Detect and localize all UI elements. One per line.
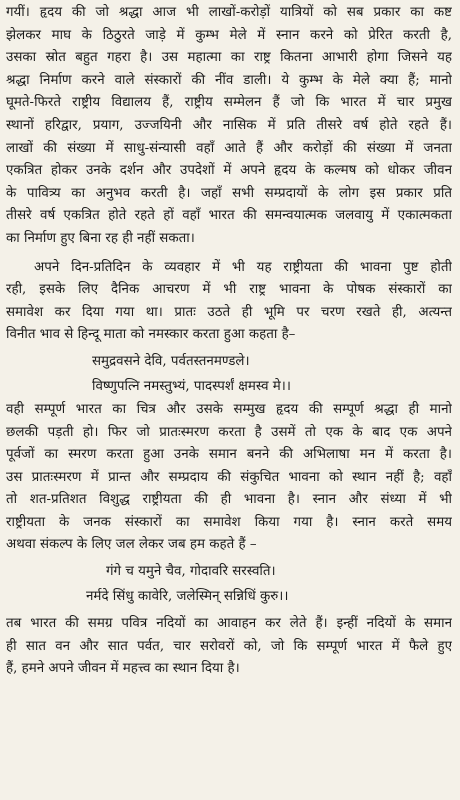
verse-1	[6, 347, 452, 399]
verse-line: विष्णुपत्नि नमस्तुभ्यं, पादस्पर्शं क्षमस्व मे।।	[92, 378, 291, 394]
text-line: पूर्वजों का स्मरण करता हुआ उनके समान बनने की अभिलाषा मन में करता है।	[6, 447, 452, 463]
verse-2	[6, 557, 452, 609]
text-line: छलकी पड़ती हो। फिर जो प्रातःस्मरण करता है उसमें तो एक के बाद एक अपने	[6, 424, 452, 440]
verse-line: समुद्रवसने देवि, पर्वतस्तनमण्डले।	[92, 353, 250, 369]
text-line: स्थानों हरिद्वार, प्रयाग, उज्जयिनी और नासिक में प्रति तीसरे वर्ष होते रहते हैं।	[6, 117, 452, 133]
text-line: श्रद्धा निर्माण करने वाले संस्कारों की नींव डाली। ये कुम्भ के मेले क्या हैं; मानो	[6, 72, 452, 88]
text-line: समावेश कर दिया गया था। प्रातः उठते ही भूमि पर चरण रखते ही, अत्यन्त	[6, 304, 452, 320]
text-line: तब भारत की समग्र पवित्र नदियों का आवाहन कर लेते हैं। इन्हीं नदियों के समान	[6, 616, 452, 632]
text-line: का निर्माण हुए बिना रह ही नहीं सकता।	[6, 230, 195, 246]
text-line: अपने दिन-प्रतिदिन के व्यवहार में भी यह राष्ट्रीयता की भावना पुष्ट होती	[34, 259, 452, 275]
verse-line: नर्मदे सिंधु कावेरि, जलेस्मिन् सन्निधिं कुरु।।	[86, 589, 289, 605]
text-line: वही सम्पूर्ण भारत का चित्र और उसके सम्मुख हृदय की सम्पूर्ण श्रद्धा ही मानो	[6, 401, 452, 417]
text-line: लाखों की संख्या में साधु-संन्यासी वहाँ आते हैं और करोड़ों की संख्या में जनता	[6, 140, 452, 156]
paragraph-2	[6, 257, 452, 347]
text-line: ही सात वन और सात पर्वत, चार सरोवरों को, जो कि सम्पूर्ण भारत में फैले हुए	[6, 638, 452, 654]
text-line: तो शत-प्रतिशत विशुद्ध राष्ट्रीयता की ही भावना है। स्नान और संध्या में भी	[6, 492, 452, 508]
text-line: उसका स्रोत बहुत गहरा है। उस महात्मा का राष्ट्र कितना आभारी होगा जिसने यह	[6, 50, 452, 66]
text-line: अथवा संकल्प के लिए जल लेकर जब हम कहते हैं –	[6, 537, 257, 553]
paragraph-3	[6, 399, 452, 557]
text-line: तीसरे वर्ष एकत्रित होते रहते हों वहाँ भारत की समन्वयात्मक जलवायु में एकात्मकता	[6, 208, 452, 224]
text-line: गयीं। हृदय की जो श्रद्धा आज भी लाखों-करोड़ों यात्रियों को सब प्रकार का कष्ट	[6, 5, 452, 20]
text-line: रही, इसके लिए दैनिक आचरण में भी राष्ट्र भावना के पोषक संस्कारों का	[6, 282, 452, 298]
paragraph-4	[6, 609, 452, 681]
text-line: घूमते-फिरते राष्ट्रीय विद्यालय हैं, राष्ट्रीय सम्मेलन हैं जो कि भारत में चार प्रमुख	[6, 95, 452, 111]
paragraph-1	[6, 2, 452, 251]
text-line: झेलकर माघ के ठिठुरते जाड़े में कुम्भ मेले में स्नान करने को प्रेरित करती है,	[6, 27, 452, 43]
text-line: राष्ट्रीयता के जनक संस्कारों का समावेश किया गया है। स्नान करते समय	[6, 514, 452, 530]
verse-line: गंगे च यमुने चैव, गोदावरि सरस्वति।	[106, 564, 276, 580]
text-line: उस प्रातःस्मरण में प्रान्त और सम्प्रदाय की संकुचित भावना को स्थान नहीं है; वहाँ	[6, 469, 452, 485]
text-line: हैं, हमने अपने जीवन में महत्त्व का स्थान दिया है।	[6, 661, 240, 677]
text-line: विनीत भाव से हिन्दू माता को नमस्कार करता हुआ कहता है–	[6, 327, 296, 343]
text-line: एकत्रित होकर उनके दर्शन और उपदेशों में अपने हृदय के कल्मष को धोकर जीवन	[6, 163, 452, 179]
text-line: के पावित्र्य का अनुभव करती है। जहाँ सभी सम्प्रदायों के लोग इस प्रकार प्रति	[6, 185, 452, 201]
